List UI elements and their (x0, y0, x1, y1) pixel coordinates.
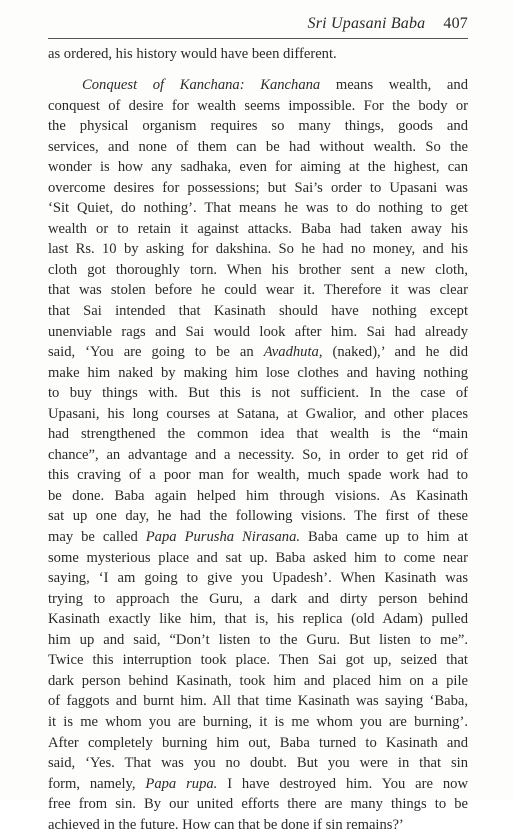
text-line: chance”, an advantage and a necessity. So, in order to get rid of (48, 446, 468, 463)
text-line: this craving of a poor man for wealth, much spade work had to (48, 467, 468, 484)
text-line: Conquest of Kanchana: Kanchana means wealth, and (82, 77, 468, 93)
text-line: some mysterious place and sat up. Baba asked him to come near (48, 549, 468, 566)
text-line: sat up one day, he had the following visions. The first of these (48, 508, 468, 525)
text-line: had strengthened the common idea that wealth is the “main (48, 426, 468, 443)
text-line: unenviable rags and Sai would look after him. Sai had already (48, 323, 468, 340)
text-line: the physical organism requires so many things, goods and (48, 118, 468, 135)
page-number: 407 (443, 15, 468, 32)
book-title: Sri Upasani Baba (307, 15, 426, 32)
text-line: After completely burning him out, Baba turned to Kasinath and (48, 734, 468, 751)
text-line: Kasinath exactly like him, that is, his replica (old Adam) pulled (48, 611, 468, 628)
text-line: overcome desires for possessions; but Sai’s order to Upasani was (48, 179, 468, 196)
text-line: conquest of desire for wealth seems impossible. For the body or (48, 97, 468, 114)
text-line: may be called Papa Purusha Nirasana. Baba came up to him at (48, 529, 469, 546)
text-line: Twice this interruption took place. Then Sai got up, seized that (48, 652, 468, 669)
text-line: form, namely, Papa rupa. I have destroyed him. You are now (48, 775, 469, 792)
text-line: it is me whom you are burning, it is me whom you are burning’. (48, 713, 468, 730)
text-line: wonder is how any sadhaka, even for aiming at the highest, can (48, 159, 468, 176)
text-line: cloth got thoroughly torn. When his brother sent a new cloth, (48, 261, 468, 278)
text-line: last Rs. 10 by asking for dakshina. So he had no money, and his (48, 241, 468, 258)
text-line: to buy things with. But this is not sufficient. In the case of (48, 385, 468, 402)
text-line: that was stolen before he could wear it. Therefore it was clear (48, 282, 468, 299)
text-line: trying to approach the Guru, a dark and dirty person behind (48, 590, 468, 607)
text-line: Upasani, his long courses at Satana, at Gwalior, and other places (48, 405, 468, 422)
text-line: said, ‘Yes. That was you no doubt. But you were in that sin (48, 755, 468, 772)
text-line: said, ‘You are going to be an Avadhuta, (naked),’ and he did (48, 344, 468, 361)
text-line: him up and said, “Don’t listen to the Guru. But listen to me”. (48, 631, 468, 648)
running-head (48, 12, 468, 39)
text-line: ‘Sit Quiet, do nothing’. That means he was to do nothing to get (48, 200, 468, 217)
text-line: services, and none of them can be had without wealth. So the (48, 138, 468, 155)
text-line: saying, ‘I am going to give you Upadesh’. When Kasinath was (48, 570, 468, 587)
text-line: wealth or to retain it against attacks. Baba had taken away his (48, 220, 468, 237)
text-line: achieved in the future. How can that be done if sin remains?’ (48, 816, 404, 833)
text-line: be done. Baba again helped him through visions. As Kasinath (48, 487, 468, 504)
text-line: of faggots and burnt him. All that time Kasinath was saying ‘Baba, (48, 693, 468, 710)
text-line: dark person behind Kasinath, took him and placed him on a pile (48, 672, 468, 689)
text-line: free from sin. By our united efforts there are many things to be (48, 796, 468, 813)
carryover-line: as ordered, his history would have been different. (48, 46, 337, 62)
text-line: that Sai intended that Kasinath should have nothing except (48, 303, 468, 320)
text-line: make him naked by making him lose clothes and having nothing (48, 364, 468, 381)
paragraph-conquest-of-kanchana (48, 75, 468, 835)
